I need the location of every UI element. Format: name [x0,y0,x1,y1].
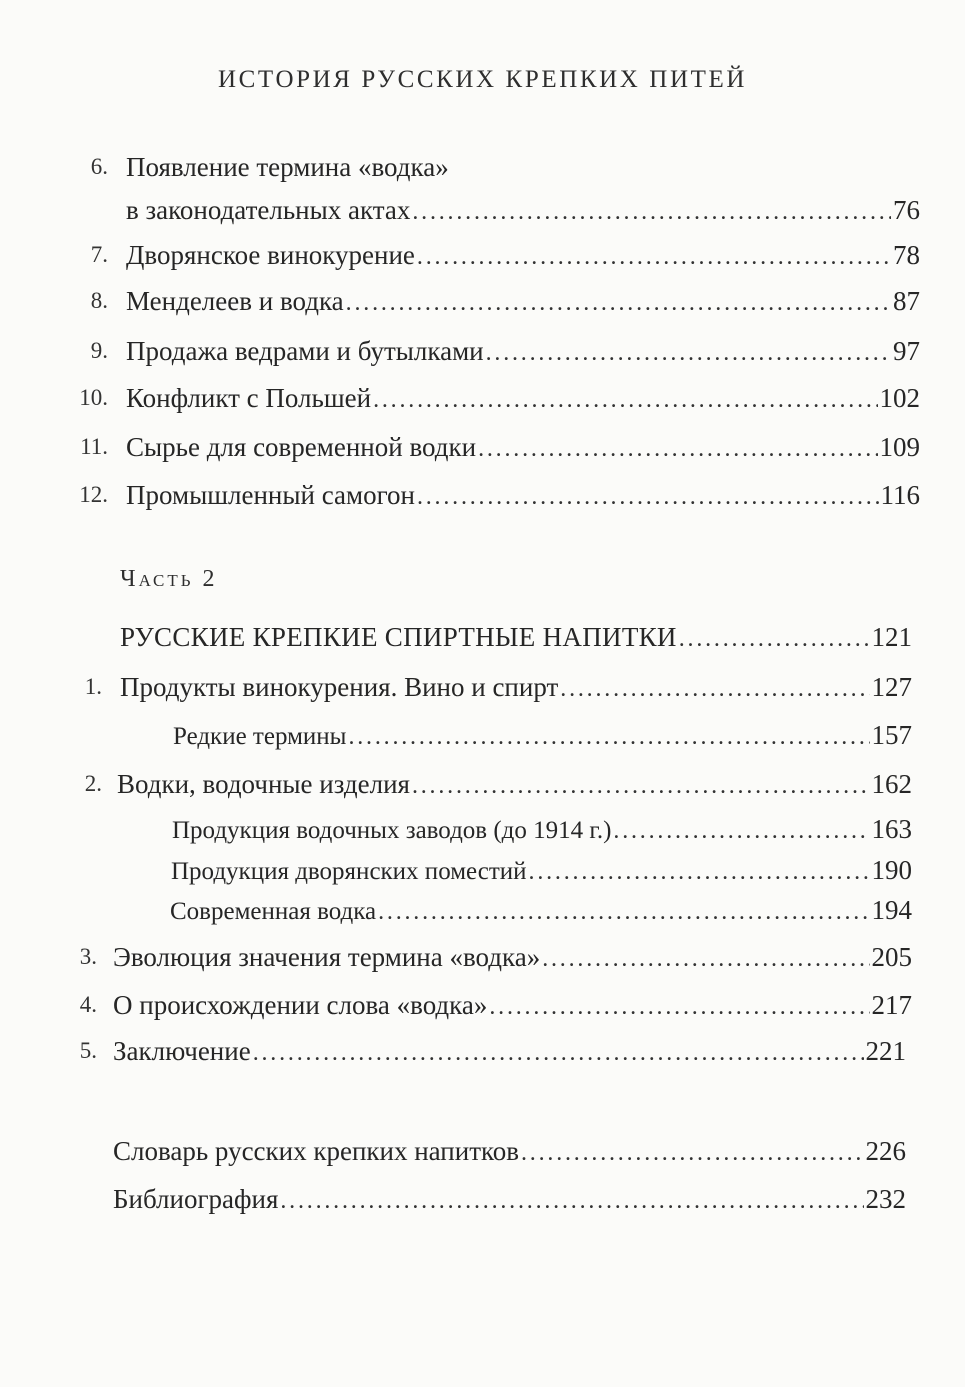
toc-entry [113,1182,906,1216]
toc-entry [113,940,912,974]
toc-entry-page: 102 [879,383,920,413]
toc-entry-page: 97 [893,336,920,366]
toc-entry-number: 5. [79,1038,97,1063]
toc-entry [126,430,920,464]
toc-entry-page: 163 [871,814,912,844]
toc-entry [120,670,912,704]
dot-leader [280,1184,863,1218]
toc-entry [113,1034,906,1068]
toc-entry [117,767,912,801]
toc-entry-title: О происхождении слова «водка» [113,990,488,1020]
toc-entry-page: 232 [865,1184,906,1214]
running-head: ИСТОРИЯ РУССКИХ КРЕПКИХ ПИТЕЙ [217,66,747,93]
toc-entry [113,1134,906,1168]
toc-entry-title: Библиография [113,1184,279,1214]
toc-entry-title: Менделеев и водка [126,286,344,316]
toc-entry-title: Промышленный самогон [126,480,415,510]
dot-leader [412,769,870,803]
dot-leader [346,286,891,320]
toc-entry-page: 217 [871,990,912,1020]
toc-entry-number: 2. [84,771,102,796]
toc-entry-page: 190 [871,855,912,885]
toc-entry-title: Сырье для современной водки [126,432,477,462]
toc-entry-page: 157 [871,720,912,750]
toc-entry-title: Продукция дворянских поместий [171,858,527,885]
toc-entry-page: 87 [893,286,920,316]
toc-entry-number: 4. [79,992,97,1017]
toc-entry-number: 12. [79,482,108,507]
dot-leader [378,895,869,929]
toc-entry-title: Дворянское винокурение [126,240,415,270]
dot-leader [412,195,891,229]
dot-leader [489,990,869,1024]
toc-entry-number: 3. [79,944,97,969]
toc-entry [126,193,920,227]
dot-leader [613,814,869,848]
toc-entry-page: 194 [871,895,912,925]
toc-entry-number: 9. [90,338,108,363]
toc-entry-page: 121 [871,622,912,652]
dot-leader [478,432,877,466]
toc-entry [126,238,920,272]
dot-leader [348,720,869,754]
toc-entry [113,988,912,1022]
toc-entry-title: Редкие термины [173,723,347,750]
toc-entry-number: 8. [90,288,108,313]
dot-leader [417,240,891,274]
toc-entry-page: 205 [871,942,912,972]
toc-entry-title: Продажа ведрами и бутылками [126,336,484,366]
dot-leader [529,855,870,889]
toc-entry-number: 11. [80,434,108,459]
toc-entry [126,478,920,512]
toc-entry-title: в законодательных актах [126,195,411,225]
dot-leader [253,1036,864,1070]
dot-leader [373,383,877,417]
part-title-entry [120,620,912,654]
toc-entry-page: 162 [871,769,912,799]
dot-leader [521,1136,864,1170]
toc-entry-page: 78 [893,240,920,270]
toc-subentry [172,812,912,846]
toc-entry-page: 109 [879,432,920,462]
toc-entry-page: 76 [893,195,920,225]
toc-subentry [170,893,912,927]
toc-entry-title: Современная водка [170,898,377,925]
toc-entry [126,334,920,368]
toc-entry-title: Эволюция значения термина «водка» [113,942,541,972]
toc-subentry [173,718,912,752]
toc-entry-number: 6. [90,154,108,179]
part-title: РУССКИЕ КРЕПКИЕ СПИРТНЫЕ НАПИТКИ [120,622,677,652]
dot-leader [486,336,891,370]
toc-entry-number: 10. [79,385,108,410]
toc-entry-number: 7. [90,242,108,267]
toc-entry-page: 127 [871,672,912,702]
dot-leader [417,480,879,514]
toc-entry-number: 1. [84,674,102,699]
toc-entry-page: 221 [865,1036,906,1066]
part-label: Часть 2 [120,566,218,592]
toc-entry-title: Продукция водочных заводов (до 1914 г.) [172,817,612,844]
toc-entry-title: Заключение [113,1036,251,1066]
toc-entry-page: 226 [865,1136,906,1166]
toc-entry-title: Продукты винокурения. Вино и спирт [120,672,559,702]
toc-entry-title-line1: Появление термина «водка» [126,152,449,182]
toc-entry-title: Словарь русских крепких напитков [113,1136,519,1166]
dot-leader [542,942,869,976]
dot-leader [679,622,870,656]
dot-leader [560,672,869,706]
toc-entry-title: Водки, водочные изделия [117,769,410,799]
toc-entry [126,284,920,318]
toc-entry-title: Конфликт с Польшей [126,383,372,413]
toc-entry-page: 116 [880,480,920,510]
toc-subentry [171,853,912,887]
toc-entry [126,381,920,415]
